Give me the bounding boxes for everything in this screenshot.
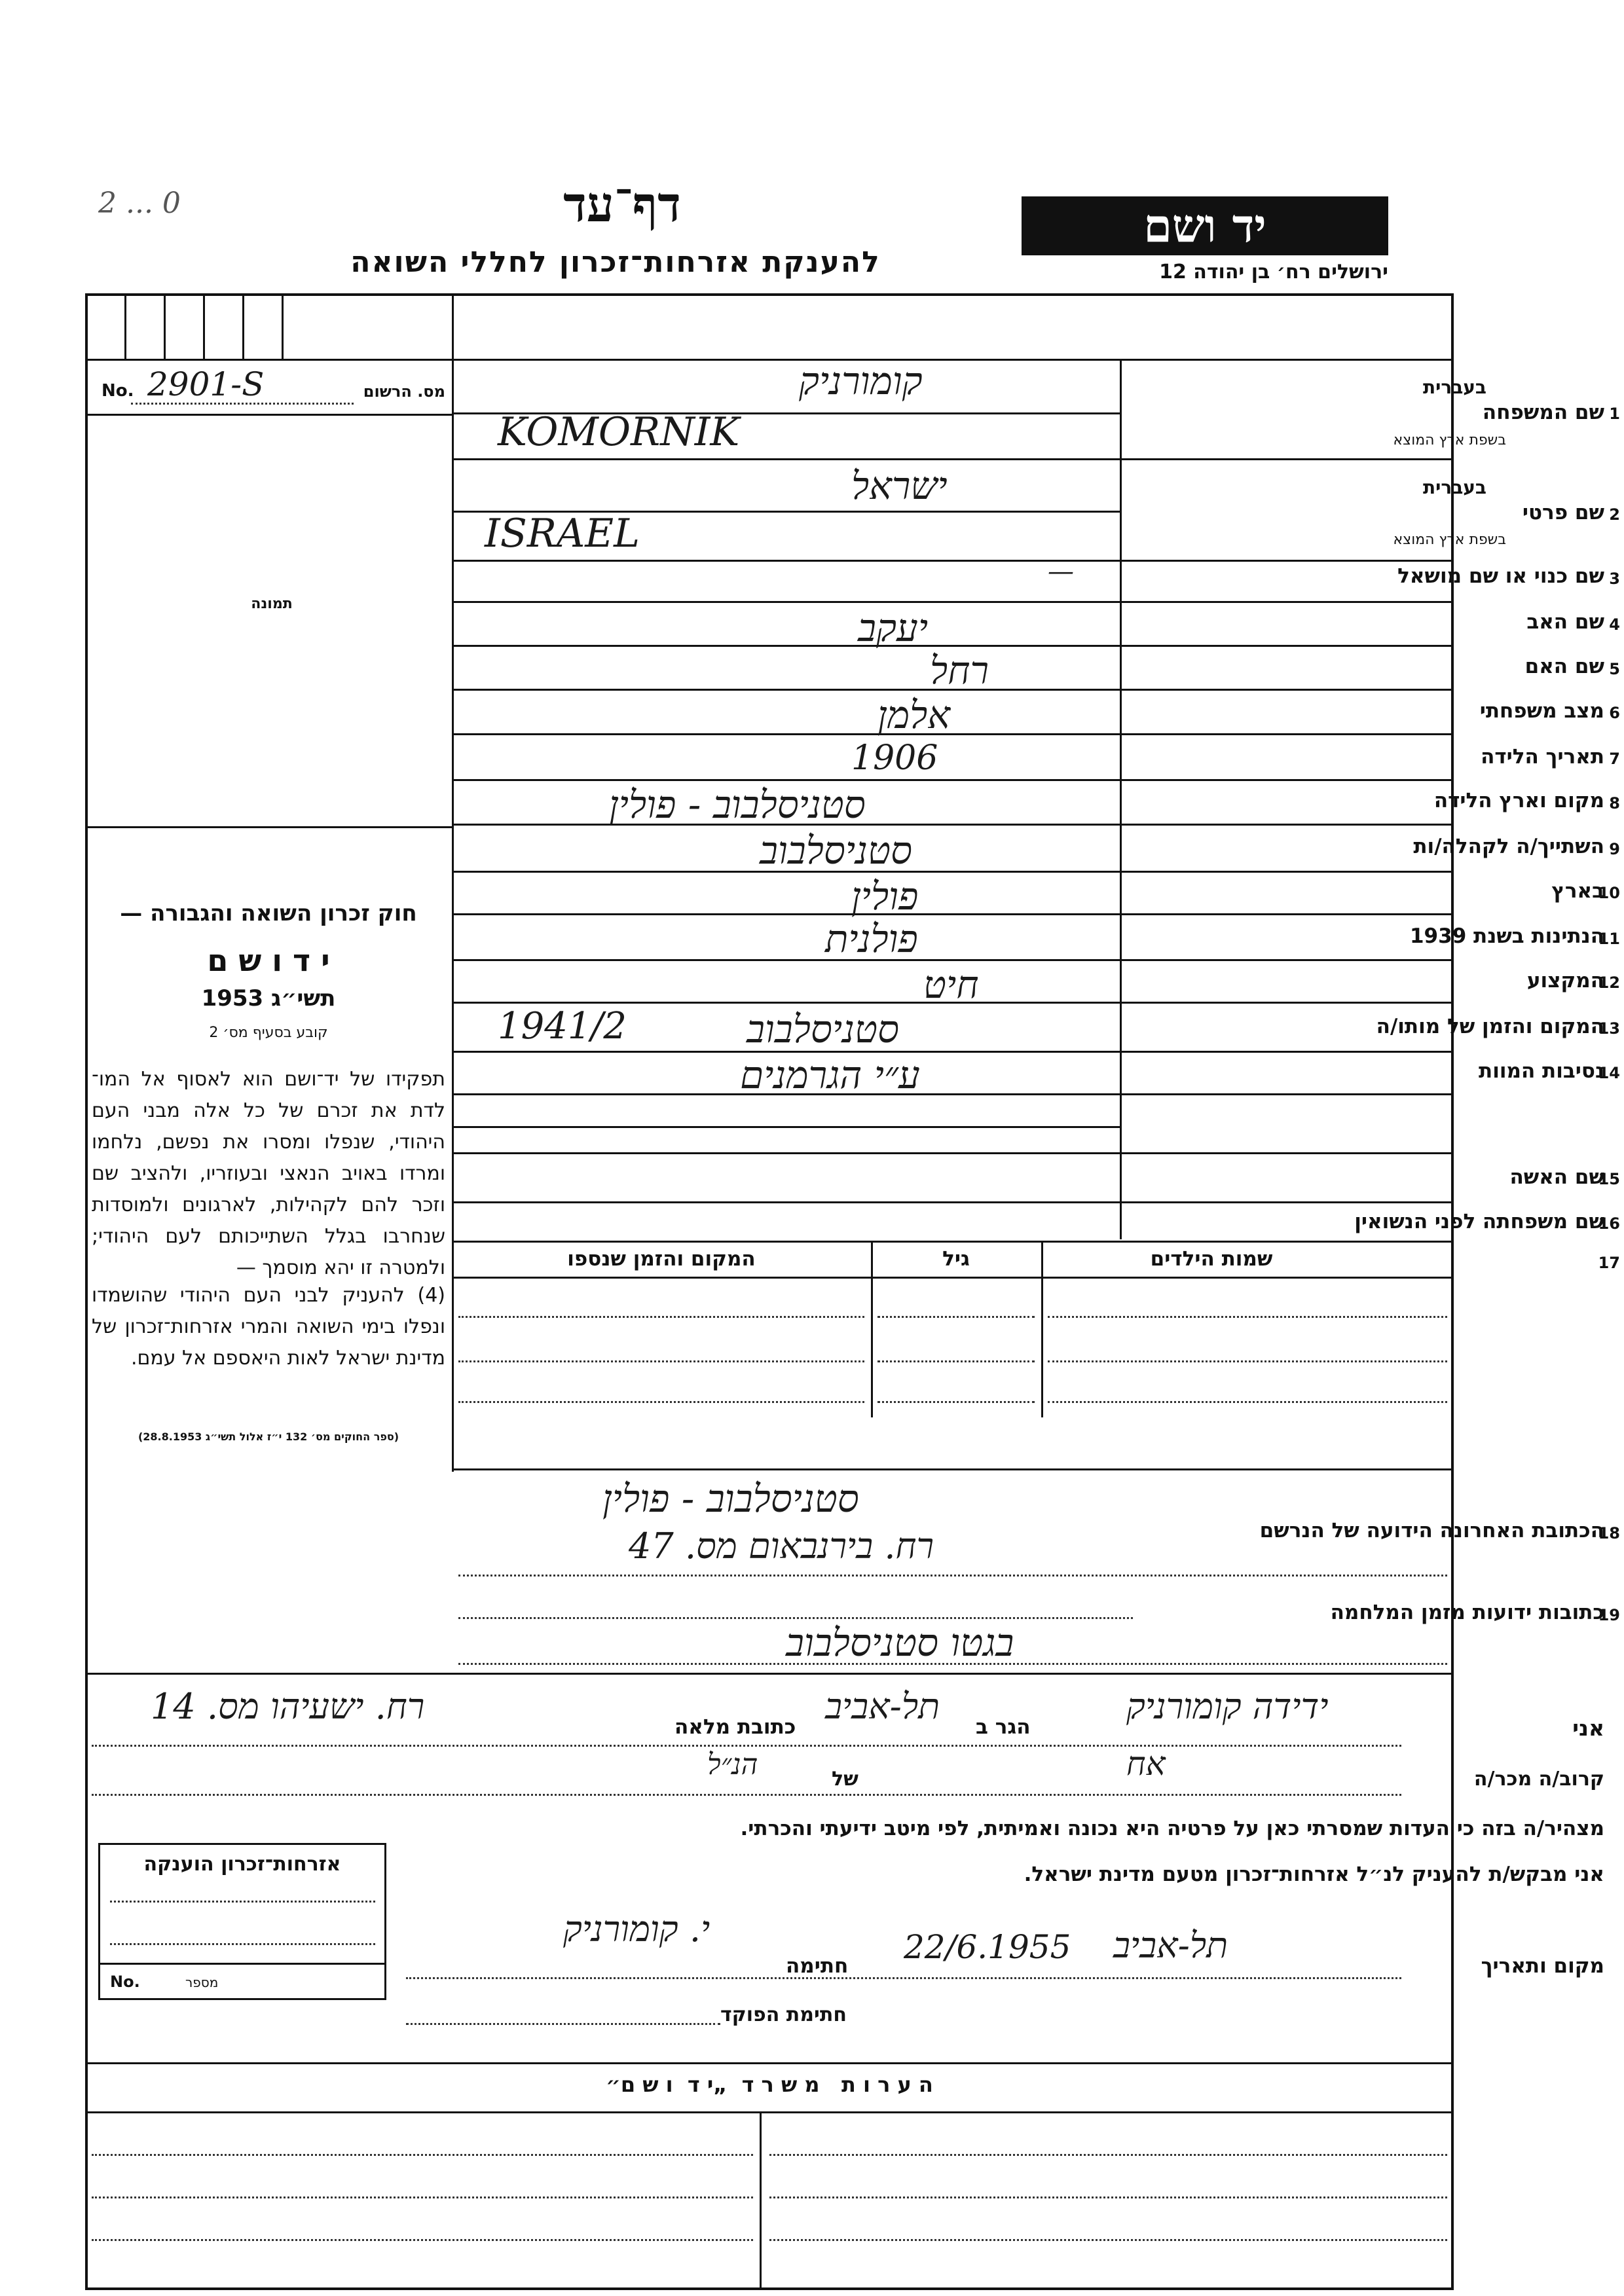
nationality-1939-label: הנתינות בשנת 1939 xyxy=(1409,924,1604,948)
children-place-header: המקום והזמן שנספו xyxy=(567,1247,756,1271)
marital-status-label: מצב משפחתי xyxy=(1479,699,1604,723)
citizenship-granted-box xyxy=(98,1843,386,2000)
law-reference: (ספר החוקים מס׳ 132 י״ז אלול תשי״ג 28.8.1953) xyxy=(138,1430,399,1443)
reg-no-prefix: No. xyxy=(101,381,134,401)
profession-value: חיט xyxy=(923,962,979,1007)
mother-name-value: רחל xyxy=(930,648,989,693)
death-date-value: 1941/2 xyxy=(498,1005,627,1048)
reg-label: מס. הרשום xyxy=(363,382,445,401)
lives-in-label: הגר ב xyxy=(976,1715,1031,1739)
children-names-header: שמות הילדים xyxy=(1150,1247,1273,1271)
first-name-latin-value: ISRAEL xyxy=(485,511,640,556)
declarant-city: תל-אביב xyxy=(825,1686,940,1727)
birth-place-label: מקום וארץ הלידה xyxy=(1433,789,1604,812)
surname-latin-value: KOMORNIK xyxy=(498,409,740,455)
first-name-hebrew-value: ישראל xyxy=(851,464,948,508)
last-address-street-value: רח. בירנבאום מס. 47 xyxy=(629,1525,934,1567)
place-date-label: מקום ותאריך xyxy=(1481,1954,1604,1978)
form-title: דף־עד xyxy=(563,177,681,233)
signature-label: חתימה xyxy=(786,1954,849,1978)
first-name-label: שם פרטי xyxy=(1522,501,1604,524)
citizenship-box-no: No. xyxy=(110,1973,140,1991)
declaration-date: 22/6.1955 xyxy=(904,1928,1071,1966)
wife-maiden-name-label: שם משפחתה לפני הנשואין xyxy=(1354,1210,1604,1233)
photo-label: תמונה xyxy=(251,596,293,612)
reg-no-value: 2901-S xyxy=(147,365,265,403)
children-age-header: גיל xyxy=(942,1247,970,1271)
profession-label: המקצוע xyxy=(1526,969,1604,993)
declaration-statement: מצהיר/ה בזה כי העדות שמסרתי כאן על פרטיה היא נכונה ואמיתית, לפי מיטב ידיעתי והכרתי. xyxy=(740,1817,1604,1840)
law-clause: קובע בסעיף מס׳ 2 xyxy=(209,1025,328,1041)
full-address-label: כתובת מלאה xyxy=(674,1715,796,1739)
notes-title: ה ע ר ו ת מ ש ר ד „י ד ו ש ם״ xyxy=(606,2072,933,2097)
law-name: י ד ו ש ם xyxy=(207,943,330,978)
law-text: תפקידו של יד־ושם הוא לאסוף אל המו־ לדת את זכרם של כל אלה מבני העם היהודי, שנפלו ומסרו את נפשם, נלחמו ומרדו באויב הנאצי ובעוזריו, ולהציב שם וזכר להם לקהילות, לארגונים ולמוסדות שנחרבו בגלל השתייכותם לעם היהודי; ולמטרה זו יהא מוסמך — xyxy=(92,1068,445,1279)
address-line: ירושלים רח׳ בן יהודה 12 xyxy=(1159,261,1388,283)
birth-date-label: תאריך הלידה xyxy=(1481,745,1604,769)
surname-label: שם המשפחה xyxy=(1482,401,1604,424)
citizenship-box-no-sub: מספר xyxy=(185,1975,219,1990)
declaration-ani: אני xyxy=(1572,1715,1604,1741)
country-value: פולין xyxy=(851,874,919,919)
top-corner-mark: 2 ... 0 xyxy=(98,187,181,220)
father-name-value: יעקב xyxy=(858,606,929,650)
law-year: תשי״ג 1953 xyxy=(201,985,336,1011)
declaration-place: תל-אביב xyxy=(1113,1925,1228,1966)
surname-hebrew-sub: בעברית xyxy=(1422,376,1486,398)
last-address-label: הכתובת האחרונה הידועה של הנרשם xyxy=(1259,1519,1604,1542)
wife-name-label: שם האשה xyxy=(1509,1165,1604,1189)
community-value: סטניסלבוב xyxy=(760,828,912,873)
death-circumstances-value: ע״י הגרמנים xyxy=(740,1053,920,1097)
death-circumstances-label: נסיבות המוות xyxy=(1479,1059,1604,1083)
relation-label: קרוב/ה מכר/ה xyxy=(1473,1768,1604,1791)
declarant-address: רח. ישעיהו מס. 14 xyxy=(151,1686,425,1727)
law-title: חוק זכרון השואה והגבורה — xyxy=(120,900,417,926)
of-value: הנ״ל xyxy=(707,1748,758,1781)
alias-label: שם כנוי או שם מושאל xyxy=(1397,564,1604,588)
yad-vashem-logo: יד ושם xyxy=(1022,196,1388,255)
mother-name-label: שם האם xyxy=(1524,655,1604,678)
nationality-1939-value: פולנית xyxy=(825,917,918,961)
of-label: של xyxy=(832,1768,858,1791)
alias-value: — xyxy=(1048,556,1074,587)
form-subtitle: להענקת אזרחות־זכרון לחללי השואה xyxy=(350,246,881,279)
war-address-label: כתובות ידועות מזמן המלחמה xyxy=(1330,1601,1604,1624)
community-label: השתייך/ה לקהלה/ות xyxy=(1413,835,1604,858)
war-address-value: בגטו סטניסלבוב xyxy=(786,1620,1014,1665)
citizenship-box-title: אזרחות־זכרון הוענקה xyxy=(143,1853,341,1876)
registration-number xyxy=(95,365,449,406)
father-name-label: שם האב xyxy=(1526,610,1604,634)
marital-status-value: אלמן xyxy=(877,693,951,737)
last-address-value: סטניסלבוב - פולין xyxy=(602,1476,859,1521)
declarant-signature: י. קומורניק xyxy=(563,1908,710,1950)
surname-hebrew-value: קומורניק xyxy=(799,359,923,403)
birth-place-value: סטניסלבוב - פולין xyxy=(609,782,866,827)
law-clause-4: (4) להעניק לבני העם היהודי שהושמדו ונפלו בימי השואה והמרי אזרחות־זכרון של מדינת ישראל לאות היאספם אל עמם. xyxy=(92,1284,445,1370)
birth-date-value: 1906 xyxy=(851,738,938,778)
surname-origin-sub: בשפת ארץ המוצא xyxy=(1393,432,1506,448)
officer-signature-label: חתימת הפוקד xyxy=(720,2003,847,2026)
death-place-value: סטניסלבוב xyxy=(747,1007,899,1051)
first-name-origin-sub: בשפת ארץ המוצא xyxy=(1393,532,1506,548)
relation-value: אח xyxy=(1126,1745,1166,1783)
first-name-hebrew-sub: בעברית xyxy=(1422,477,1486,498)
country-label: בארץ xyxy=(1551,879,1604,903)
declarant-name: ידידה קומורניק xyxy=(1126,1686,1329,1727)
declaration-request: אני מבקש/ת להעניק לנ״ל אזרחות־זכרון מטעם מדינת ישראל. xyxy=(1024,1863,1604,1886)
death-place-time-label: המקום והזמן של מותו/ה xyxy=(1376,1015,1604,1038)
